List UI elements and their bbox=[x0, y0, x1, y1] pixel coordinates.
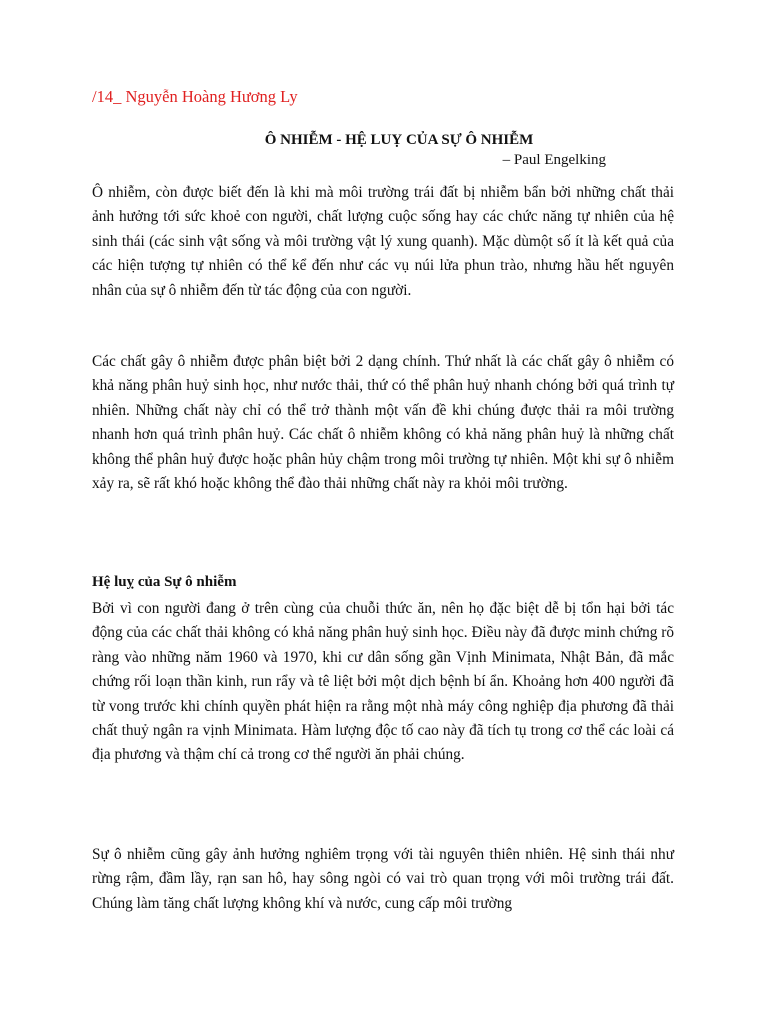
byline: – Paul Engelking bbox=[502, 152, 606, 168]
section-heading: Hệ luỵ của Sự ô nhiễm bbox=[92, 574, 237, 590]
author-line: /14_ Nguyễn Hoàng Hương Ly bbox=[92, 87, 298, 106]
paragraph: Các chất gây ô nhiễm được phân biệt bởi 2 dạng chính. Thứ nhất là các chất gây ô nhiễm có khả năng phân huỷ sinh học, như nước thải, thứ có thể phân huỷ nhanh chóng bởi quá trình tự nhiên. Những chất này chỉ có thể trở thành một vấn đề khi chúng được thải ra môi trường nhanh hơn quá trình phân huỷ. Các chất ô nhiễm không có khả năng phân huỷ là những chất không thể phân huỷ được hoặc phân hủy chậm trong môi trường tự nhiên. Một khi sự ô nhiễm xảy ra, sẽ rất khó hoặc không thể đào thải những chất này ra khỏi môi trường. bbox=[92, 353, 674, 493]
paragraph: Sự ô nhiễm cũng gây ảnh hưởng nghiêm trọng với tài nguyên thiên nhiên. Hệ sinh thái như rừng rậm, đầm lầy, rạn san hô, hay sông ngòi có vai trò quan trọng với môi trường trái đất. Chúng làm tăng chất lượng không khí và nước, cung cấp môi trường bbox=[92, 846, 674, 912]
document-title: Ô NHIỄM - HỆ LUỴ CỦA SỰ Ô NHIỄM bbox=[264, 132, 534, 148]
paragraph: Ô nhiễm, còn được biết đến là khi mà môi trường trái đất bị nhiễm bẩn bởi những chất thải ảnh hưởng tới sức khoẻ con người, chất lượng cuộc sống hay các chức năng tự nhiên của hệ sinh thái (các sinh vật sống và môi trường vật lý xung quanh). Mặc dùmột số ít là kết quả của các hiện tượng tự nhiên có thể kể đến như các vụ núi lửa phun trào, nhưng hầu hết nguyên nhân của sự ô nhiễm đến từ tác động của con người. bbox=[92, 184, 674, 299]
paragraph: Bởi vì con người đang ở trên cùng của chuỗi thức ăn, nên họ đặc biệt dễ bị tổn hại bởi tác động của các chất thải không có khả năng phân huỷ sinh học. Điều này đã được minh chứng rõ ràng vào những năm 1960 và 1970, khi cư dân sống gần Vịnh Minimata, Nhật Bản, đã mắc chứng rối loạn thần kinh, run rẩy và tê liệt bởi một dịch bệnh bí ẩn. Khoảng hơn 400 người đã từ vong trước khi chính quyền phát hiện ra rằng một nhà máy công nghiệp địa phương đã thải chất thuỷ ngân ra vịnh Minimata. Hàm lượng độc tố cao này đã tích tụ trong cơ thể các loài cá địa phương và thậm chí cả trong cơ thể người ăn phải chúng. bbox=[92, 600, 674, 764]
